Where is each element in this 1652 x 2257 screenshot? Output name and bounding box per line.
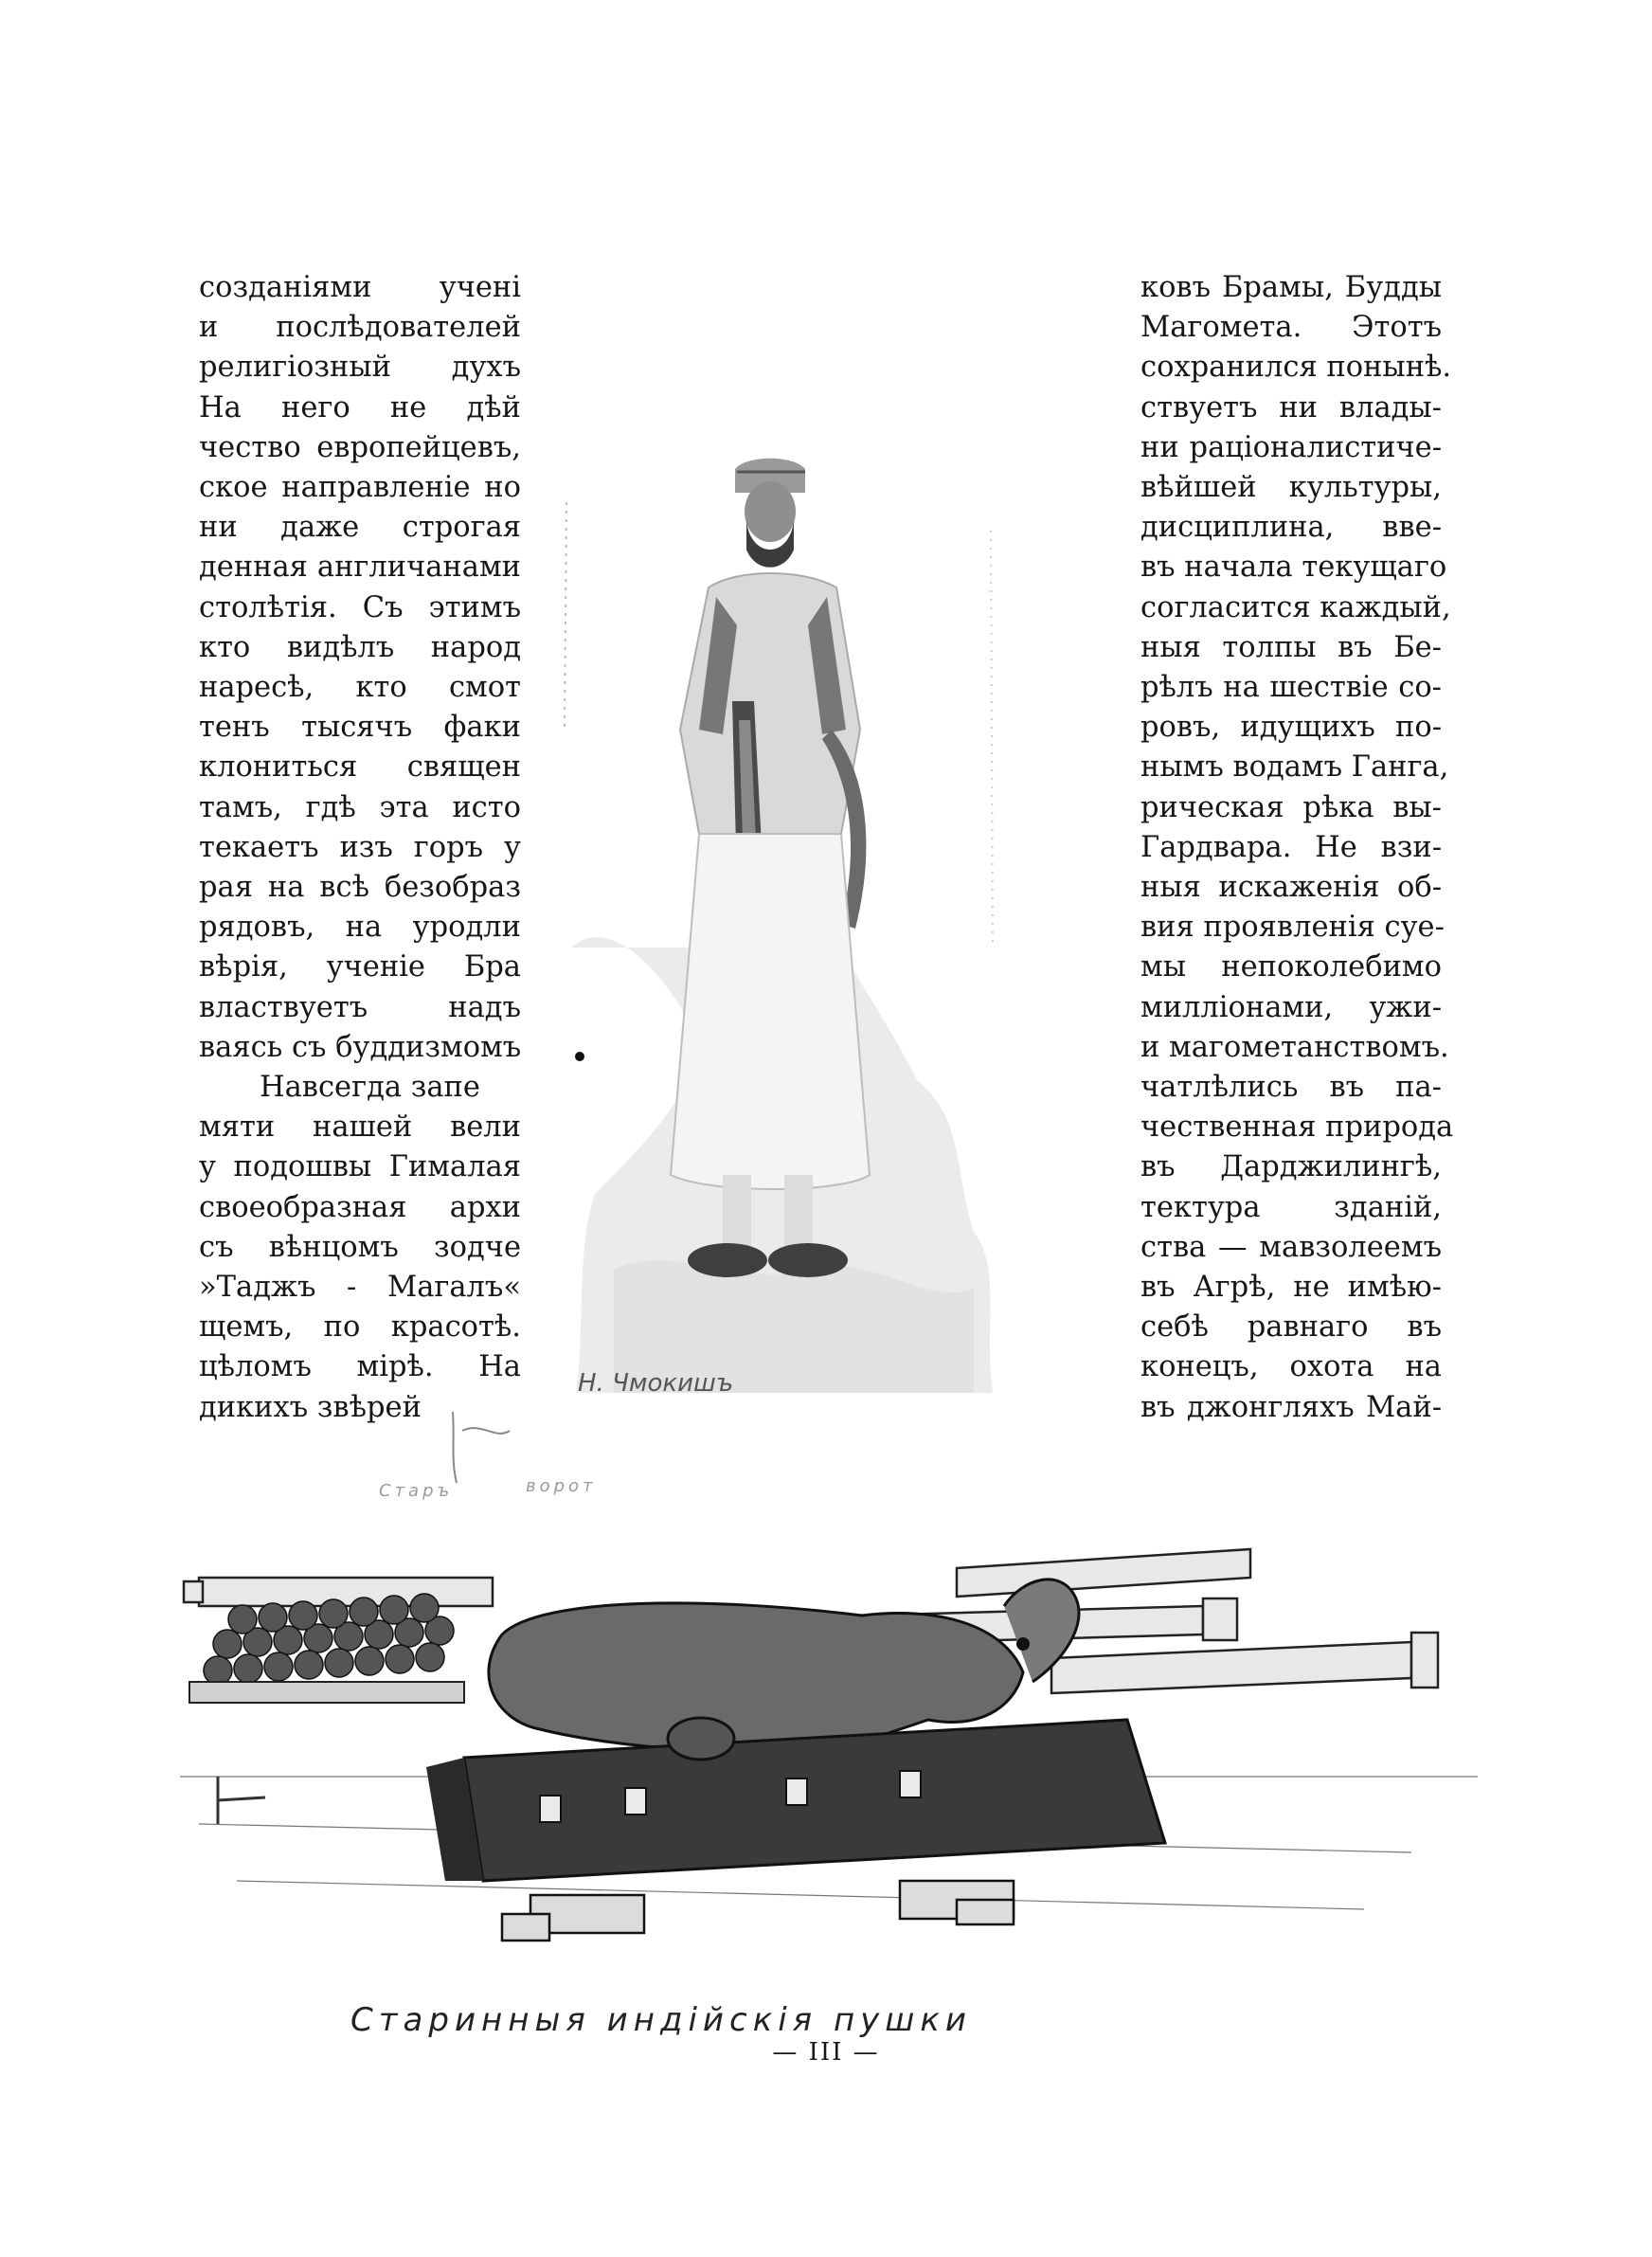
text-line: тектура зданій, <box>1140 1190 1442 1224</box>
text-line: мяти нашей вели <box>199 1110 521 1145</box>
text-line: ства — мавзолеемъ <box>1140 1230 1442 1264</box>
text-line: мы непоколебимо <box>1140 950 1442 984</box>
text-line: чественная природа <box>1140 1110 1454 1145</box>
text-line: милліонами, ужи- <box>1140 990 1442 1024</box>
text-line: и послѣдователей <box>199 311 521 345</box>
text-line: На него не дѣй <box>199 390 521 424</box>
faint-pencil-mark <box>443 1402 519 1488</box>
text-line: ское направленіе но <box>199 471 521 505</box>
paragraph-start-line: Навсегда запе <box>260 1071 480 1105</box>
text-line: чатлѣлись въ па- <box>1140 1071 1442 1105</box>
text-line: ныя толпы въ Бе- <box>1140 630 1442 664</box>
text-line: текаетъ изъ горъ у <box>199 830 521 864</box>
text-line: рая на всѣ безобраз <box>199 871 521 905</box>
faint-caption-right: ворот <box>526 1476 597 1496</box>
text-line: вия проявленія суе- <box>1140 911 1445 945</box>
text-line: щемъ, по красотѣ. <box>199 1310 521 1345</box>
text-line: вѣйшей культуры, <box>1140 471 1442 505</box>
text-line: дикихъ звѣрей <box>199 1390 422 1424</box>
text-line: и магометанствомъ. <box>1140 1030 1449 1064</box>
text-line: Магомета. Этотъ <box>1140 311 1442 345</box>
text-line: чество европейцевъ, <box>199 430 521 464</box>
text-line: дисциплина, ввe- <box>1140 511 1442 545</box>
text-line: столѣтія. Съ этимъ <box>199 590 521 624</box>
text-line: рѣлъ на шествіе со- <box>1140 671 1442 705</box>
right-text-column <box>1140 268 1454 1428</box>
faint-caption-left: Старъ <box>379 1481 454 1501</box>
text-line: ни раціоналистиче- <box>1140 430 1442 464</box>
illustration-caption: Старинныя индійскiя пушки <box>350 2001 973 2039</box>
text-line: конецъ, охота на <box>1140 1350 1442 1384</box>
text-line: созданіями ученi <box>199 271 521 304</box>
text-line: въ Дарджилингѣ, <box>1140 1150 1442 1184</box>
text-line: съ вѣнцомъ зодче <box>199 1230 521 1264</box>
cannons-illustration <box>180 1540 1478 1957</box>
text-line: рическая рѣка вы- <box>1140 790 1442 824</box>
text-line: кто видѣлъ народ <box>199 630 521 664</box>
text-line: тамъ, гдѣ эта исто <box>199 790 521 824</box>
text-line: ковъ Брамы, Будды <box>1140 271 1442 304</box>
text-line: себѣ равнаго въ <box>1140 1310 1442 1345</box>
left-text-column <box>199 268 521 1428</box>
text-line: въ Агрѣ, не имѣю- <box>1140 1271 1442 1305</box>
text-line: ваясь съ буддизмомъ <box>199 1030 522 1064</box>
text-line: цѣломъ мірѣ. На <box>199 1350 521 1384</box>
text-line: у подошвы Гималая <box>199 1150 521 1184</box>
text-line: вѣрія, ученіе Бра <box>199 950 521 984</box>
text-line: властвуетъ надъ <box>199 990 521 1024</box>
text-line: тенъ тысячъ факи <box>199 711 521 745</box>
text-line: нымъ водамъ Ганга, <box>1140 750 1449 785</box>
text-line: ствуетъ ни влады- <box>1140 390 1442 424</box>
man-portrait-illustration <box>557 417 1002 1421</box>
text-line: клониться священ <box>199 750 521 785</box>
text-line: въ джонгляхъ Май- <box>1140 1390 1442 1424</box>
text-line: денная англичанами <box>199 551 521 585</box>
text-line: ровъ, идущихъ по- <box>1140 711 1442 745</box>
text-line: ныя искаженія об- <box>1140 871 1442 905</box>
page-number: — III — <box>772 2038 880 2067</box>
text-line: сохранился понынѣ. <box>1140 351 1452 385</box>
text-line: Гардвара. Не взи- <box>1140 830 1442 864</box>
text-line: ни даже строгая <box>199 511 521 545</box>
text-line: въ начала текущаго <box>1140 551 1447 585</box>
text-line: согласится каждый, <box>1140 590 1451 624</box>
text-line: »Таджъ - Магалъ« <box>199 1271 521 1305</box>
text-line: рядовъ, на уродли <box>199 911 521 945</box>
artist-signature: Н. Чмокишъ <box>578 1369 734 1398</box>
text-line: нaресѣ, кто смот <box>199 671 521 705</box>
text-line: религіозный духъ <box>199 351 521 385</box>
text-line: своеобразная архи <box>199 1190 521 1224</box>
